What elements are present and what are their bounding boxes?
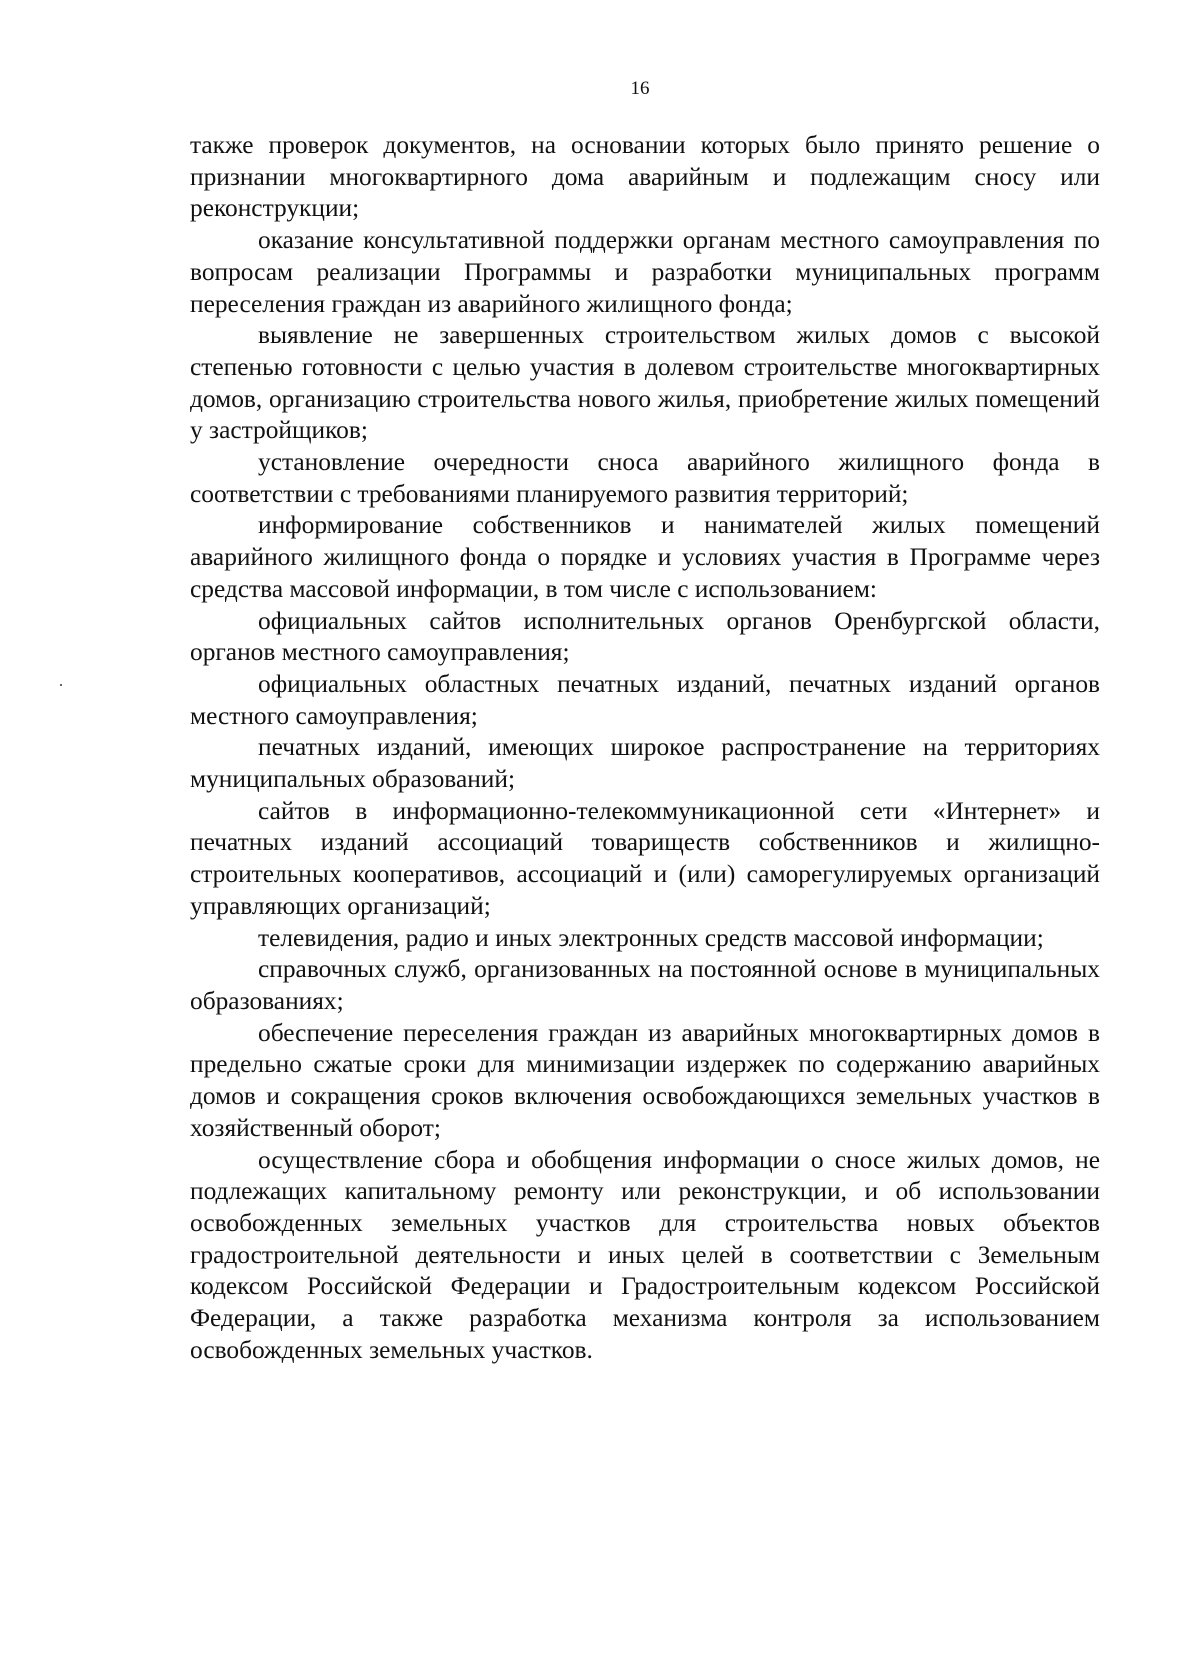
paragraph-demolition-order: установление очередности сноса аварийного жилищного фонда в соответствии с требованиями планируемого развития территорий; bbox=[190, 448, 1100, 508]
paragraph-resettlement: обеспечение переселения граждан из аварийных многоквартирных домов в предельно сжатые сроки для минимизации издержек по содержанию аварийных домов и сокращения сроков включения освобождающихся земельных участков в хозяйственный оборот; bbox=[190, 1018, 1100, 1142]
paragraph-informing-owners: информирование собственников и нанимателей жилых помещений аварийного жилищного фонда о порядке и условиях участия в Программе через средства массовой информации, в том числе с использованием: bbox=[190, 511, 1100, 603]
page-number: 16 bbox=[630, 78, 650, 99]
paragraph-television-radio: телевидения, радио и иных электронных средств массовой информации; bbox=[258, 923, 1044, 952]
paragraph-widespread-print: печатных изданий, имеющих широкое распространение на территориях муниципальных образований; bbox=[190, 733, 1100, 794]
paragraph-consulting-support: оказание консультативной поддержки органам местного самоуправления по вопросам реализации Программы и разработки муниципальных программ переселения граждан из аварийного жилищного фонда; bbox=[190, 226, 1100, 318]
paragraph-demolition-info: осуществление сбора и обобщения информации о сносе жилых домов, не подлежащих капитальному ремонту или реконструкции, и об использовании освобожденных земельных участков для строительства новых объектов градостроительной деятельности и иных целей в соответствии с Земельным кодексом Российской Федерации и Градостроительным кодексом Российской Федерации, а также разработка механизма контроля за использованием освобожденных земельных участков. bbox=[190, 1145, 1100, 1364]
page-body bbox=[190, 130, 1100, 1366]
scan-speck bbox=[60, 684, 62, 686]
paragraph-official-print: официальных областных печатных изданий, печатных изданий органов местного самоуправления; bbox=[190, 669, 1100, 730]
paragraph-official-sites: официальных сайтов исполнительных органов Оренбургской области, органов местного самоуправления; bbox=[190, 606, 1100, 667]
paragraph-reference-services: справочных служб, организованных на постоянной основе в муниципальных образованиях; bbox=[190, 955, 1100, 1015]
paragraph-continuation: также проверок документов, на основании которых было принято решение о признании многоквартирного дома аварийным и подлежащим сносу или реконструкции; bbox=[190, 131, 1100, 223]
paragraph-unfinished-houses: выявление не завершенных строительством жилых домов с высокой степенью готовности с целью участия в долевом строительстве многоквартирных домов, организацию строительства нового жилья, приобретение жилых помещений у застройщиков; bbox=[190, 321, 1100, 445]
paragraph-internet-sites: сайтов в информационно-телекоммуникационной сети «Интернет» и печатных изданий ассоциаций товариществ собственников и жилищно-строительных кооперативов, ассоциаций и (или) саморегулируемых организаций управляющих организаций; bbox=[190, 796, 1100, 920]
